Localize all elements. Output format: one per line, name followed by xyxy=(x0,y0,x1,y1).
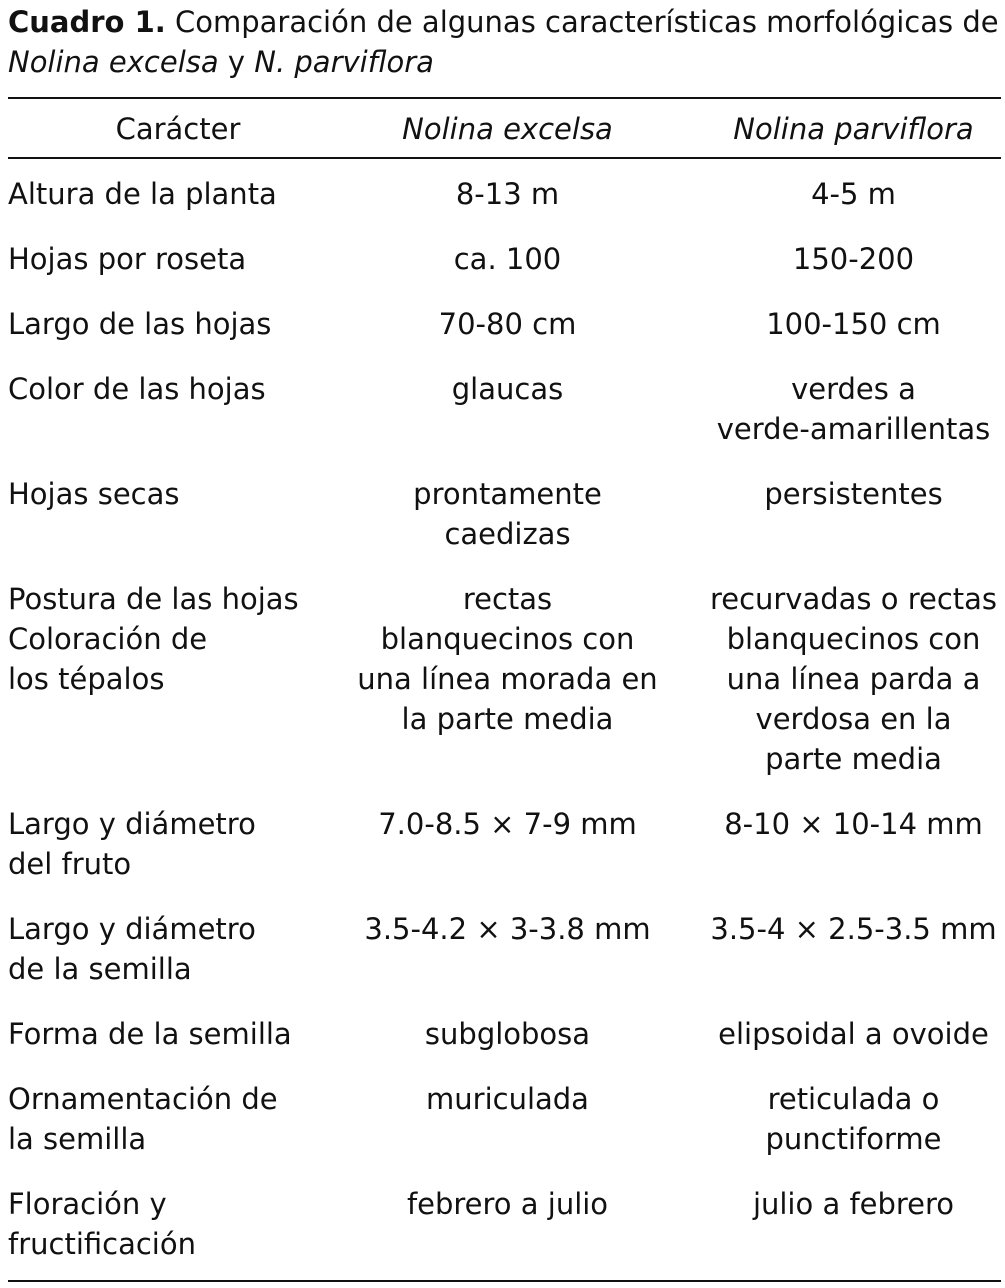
cell-parviflora xyxy=(702,239,1005,279)
cell-parviflora xyxy=(702,1014,1005,1054)
cell-line: rectas xyxy=(462,582,553,616)
caption-text: Comparación de algunas características morfológicas de xyxy=(165,5,999,39)
cell-line: Largo y diámetro xyxy=(8,807,256,841)
cell-line: Postura de las hojas xyxy=(8,582,299,616)
cell-line: julio a febrero xyxy=(752,1187,955,1221)
cell-line: Altura de la planta xyxy=(8,177,277,211)
cell-line: la parte media xyxy=(401,702,614,736)
caption-species-a: Nolina excelsa xyxy=(8,45,219,79)
cell-excelsa xyxy=(340,174,675,214)
cell-character xyxy=(8,1079,278,1159)
cell-excelsa xyxy=(340,1184,675,1224)
caption-label: Cuadro 1. xyxy=(8,5,166,39)
header-nolina-parviflora: Nolina parviflora xyxy=(733,112,974,146)
cell-line: reticulada o xyxy=(767,1082,940,1116)
cell-excelsa xyxy=(340,804,675,844)
cell-line: recurvadas o rectas xyxy=(709,582,998,616)
cell-line: del fruto xyxy=(8,847,132,881)
cell-line: de la semilla xyxy=(8,952,192,986)
cell-line: la semilla xyxy=(8,1122,147,1156)
cell-line: Hojas secas xyxy=(8,477,180,511)
cell-excelsa xyxy=(340,1014,675,1054)
cell-parviflora xyxy=(702,1079,1005,1159)
cell-line: febrero a julio xyxy=(406,1187,609,1221)
cell-line: verdosa en la xyxy=(755,702,952,736)
cell-excelsa xyxy=(340,909,675,949)
cell-line: 4-5 m xyxy=(811,177,896,211)
cell-line: una línea parda a xyxy=(726,662,981,696)
cell-line: verde-amarillentas xyxy=(716,412,991,446)
cell-line: punctiforme xyxy=(765,1122,942,1156)
cell-character xyxy=(8,909,256,989)
cell-line: Largo y diámetro xyxy=(8,912,256,946)
cell-excelsa xyxy=(340,1079,675,1119)
cell-line: los tépalos xyxy=(8,662,165,696)
cell-line: Hojas por roseta xyxy=(8,242,247,276)
cell-line: blanquecinos con xyxy=(726,622,981,656)
cell-character xyxy=(8,239,246,279)
cell-line: 3.5-4.2 × 3-3.8 mm xyxy=(364,912,651,946)
caption-conjunction: y xyxy=(218,45,255,79)
table-caption xyxy=(8,2,1003,82)
cell-excelsa xyxy=(340,474,675,554)
cell-character xyxy=(8,304,271,344)
cell-excelsa xyxy=(340,369,675,409)
cell-line: 7.0-8.5 × 7-9 mm xyxy=(378,807,637,841)
cell-line: Largo de las hojas xyxy=(8,307,272,341)
cell-line: una línea morada en xyxy=(357,662,658,696)
cell-line: 8-13 m xyxy=(455,177,560,211)
cell-line: subglobosa xyxy=(424,1017,591,1051)
cell-character xyxy=(8,579,299,699)
header-character: Carácter xyxy=(115,112,241,146)
cell-line: glaucas xyxy=(451,372,564,406)
cell-character xyxy=(8,1184,196,1264)
cell-line: prontamente xyxy=(413,477,602,511)
cell-parviflora xyxy=(702,474,1005,514)
cell-line: Ornamentación de xyxy=(8,1082,278,1116)
cell-character xyxy=(8,174,277,214)
cell-line: 8-10 × 10-14 mm xyxy=(724,807,983,841)
cell-excelsa xyxy=(340,579,675,739)
cell-parviflora xyxy=(702,174,1005,214)
cell-line: 100-150 cm xyxy=(766,307,941,341)
cell-parviflora xyxy=(702,804,1005,844)
cell-parviflora xyxy=(702,369,1005,449)
cell-excelsa xyxy=(340,304,675,344)
cell-excelsa xyxy=(340,239,675,279)
cell-line: parte media xyxy=(765,742,942,776)
cell-line: Color de las hojas xyxy=(8,372,266,406)
cell-character xyxy=(8,1014,292,1054)
cell-character xyxy=(8,474,179,514)
bottom-rule xyxy=(8,1280,1001,1282)
cell-line: Floración y xyxy=(8,1187,167,1221)
cell-line: fructificación xyxy=(8,1227,196,1261)
cell-line: Forma de la semilla xyxy=(8,1017,292,1051)
cell-parviflora xyxy=(702,579,1005,779)
cell-line: caedizas xyxy=(444,517,571,551)
cell-line: ca. 100 xyxy=(453,242,562,276)
cell-line: blanquecinos con xyxy=(380,622,635,656)
cell-line: Coloración de xyxy=(8,622,208,656)
cell-line: 150-200 xyxy=(792,242,915,276)
cell-parviflora xyxy=(702,909,1005,949)
cell-line: elipsoidal a ovoide xyxy=(718,1017,989,1051)
cell-parviflora xyxy=(702,1184,1005,1224)
header-rule xyxy=(8,157,1001,159)
cell-character xyxy=(8,369,266,409)
cell-line: muriculada xyxy=(426,1082,589,1116)
cell-line: persistentes xyxy=(764,477,943,511)
cell-line: 3.5-4 × 2.5-3.5 mm xyxy=(710,912,997,946)
cell-line: 70-80 cm xyxy=(438,307,577,341)
header-nolina-excelsa: Nolina excelsa xyxy=(402,112,613,146)
cell-character xyxy=(8,804,256,884)
caption-species-b: N. parviflora xyxy=(254,45,434,79)
cell-line: verdes a xyxy=(791,372,916,406)
top-rule xyxy=(8,97,1001,99)
cell-parviflora xyxy=(702,304,1005,344)
